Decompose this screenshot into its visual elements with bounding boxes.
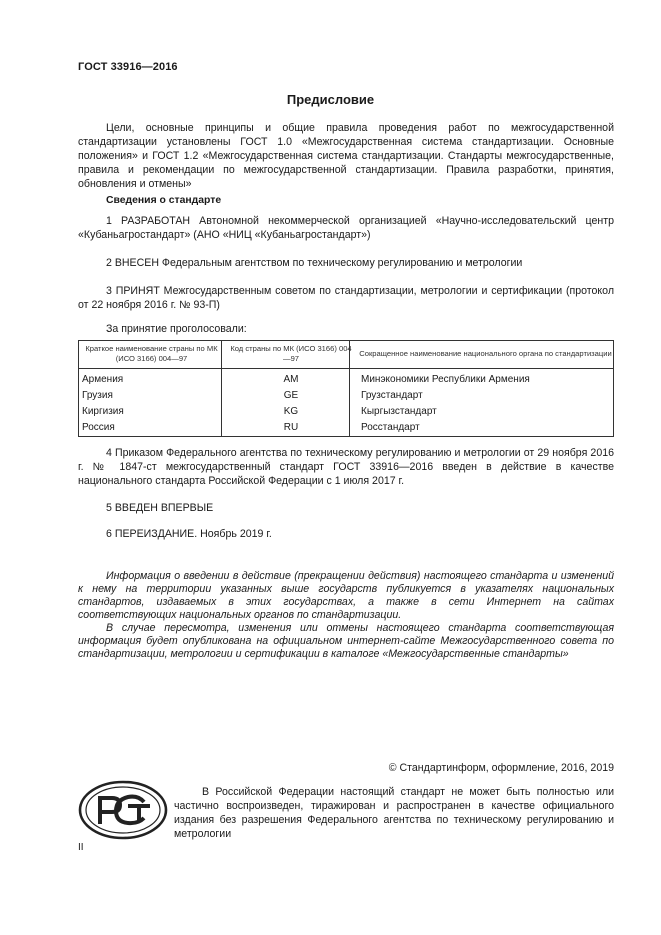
info-paragraph-1 [78,570,614,622]
table-row [78,404,614,420]
table-cell: Росстандарт [361,422,420,433]
intro-paragraph [78,121,614,191]
gost-r-logo [78,780,168,840]
table-cell: Минэкономики Республики Армения [361,374,530,385]
item-5: 5 ВВЕДЕН ВПЕРВЫЕ [106,502,214,514]
info-1-text: Информация о введении в действие (прекращении действия) настоящего стандарта и изменений к нему на территории указанных выше государств публикуется в указателях национальных стандартов, издаваемых в этих государствах, а также в сети Интернет на сайтах соответствующих национальных органов по стандартизации. [78,570,614,621]
item-2: 2 ВНЕСЕН Федеральным агентством по техническому регулированию и метрологии [106,257,523,269]
table-divider-2 [349,340,350,436]
voted-label: За принятие проголосовали: [106,323,247,335]
intro-text: Цели, основные принципы и общие правила проведения работ по межгосударственной стандартизации установлены ГОСТ 1.0 «Межгосударственная система стандартизации. Основные положения» и ГОСТ 1.2 «Межгосударственная система стандартизации. Стандарты межгосударственные, правила и рекомендации по межгосударственной стандартизации. Правила разработки, принятия, обновления и отмены» [78,122,614,190]
table-cell: AM [283,374,299,385]
section-heading: Сведения о стандарте [106,195,222,206]
table-row [78,420,614,436]
table-header-row [78,340,614,369]
item-3 [78,284,614,312]
table-border-right [613,340,614,436]
table-cell: Армения [82,374,124,385]
table-cell: Кыргызстандарт [361,406,437,417]
document-code: ГОСТ 33916—2016 [78,61,178,73]
table-header-code: Код страны по МК (ИСО 3166) 004—97 [225,340,357,369]
table-cell: Киргизия [82,406,124,417]
table-border-left [78,340,79,436]
item-1-text: 1 РАЗРАБОТАН Автономной некоммерческой организацией «Научно-исследовательский центр «Кубаньагростандарт» (АНО «НИЦ «Кубаньагростандарт») [78,215,614,241]
table-row [78,388,614,404]
table-header-country: Краткое наименование страны по МК (ИСО 3166) 004—97 [78,340,225,369]
table-cell: Россия [82,422,115,433]
notice-paragraph [174,785,614,841]
table-cell: RU [283,422,299,433]
item-4-text: 4 Приказом Федерального агентства по техническому регулированию и метрологии от 29 ноября 2016 г. № 1847-ст межгосударственный стандарт ГОСТ 33916—2016 введен в действие в качестве национального стандарта Российской Федерации с 1 июля 2017 г. [78,447,614,487]
table-header-body: Сокращенное наименование национального органа по стандартизации [357,340,614,369]
page-number: II [78,842,84,853]
item-1 [78,214,614,242]
table-cell: GE [283,390,299,401]
item-3-text: 3 ПРИНЯТ Межгосударственным советом по стандартизации, метрологии и сертификации (протокол от 22 ноября 2016 г. № 93-П) [78,285,614,311]
table-cell: Грузия [82,390,113,401]
table-row [78,369,614,389]
item-6: 6 ПЕРЕИЗДАНИЕ. Ноябрь 2019 г. [106,528,272,540]
page-title: Предисловие [286,92,375,107]
table-divider-1 [221,340,222,436]
table-bottom-border [78,436,614,437]
table-cell: KG [283,406,299,417]
table-top-border [78,340,614,341]
info-paragraph-2 [78,622,614,661]
notice-text: В Российской Федерации настоящий стандарт не может быть полностью или частично воспроизведен, тиражирован и распространен в качестве официального издания без разрешения Федерального агентства по техническому регулированию и метрологии [174,786,614,840]
voting-table [78,340,614,436]
item-4 [78,446,614,488]
info-2-text: В случае пересмотра, изменения или отмены настоящего стандарта соответствующая информация будет опубликована на официальном интернет-сайте Межгосударственного совета по стандартизации, метрологии и сертификации в каталоге «Межгосударственные стандарты» [78,622,614,660]
copyright-line: © Стандартинформ, оформление, 2016, 2019 [388,762,614,774]
table-cell: Грузстандарт [361,390,423,401]
